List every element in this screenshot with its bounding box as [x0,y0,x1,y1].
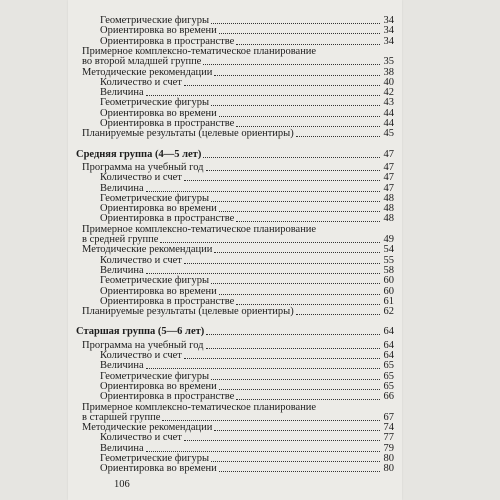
toc-entry-page: 48 [383,192,394,204]
toc-entry-label: Ориентировка в пространстве [100,391,235,403]
toc-entry-label: Методические рекомендации [82,244,213,256]
toc-entry [68,464,394,474]
toc-entry-page: 44 [383,118,394,129]
toc-entry-label: Средняя группа (4—5 лет) [76,148,202,160]
toc-entry-page: 38 [383,66,394,78]
dot-leader [219,292,380,295]
dot-leader [146,366,380,369]
dot-leader [184,261,380,264]
dot-leader [184,438,380,441]
toc-entry-label: Геометрические фигуры [100,453,210,464]
toc-section-heading [68,150,394,160]
dot-leader [211,21,380,24]
dot-leader [206,346,381,349]
toc-entry-page: 40 [383,76,394,88]
toc-entry [68,433,394,443]
page-number: 106 [114,479,130,490]
toc-entry-label: Программа на учебный год [82,161,204,173]
toc-entry-page: 47 [383,172,394,184]
toc-entry-label: Величина [100,182,144,194]
toc-entry-page: 35 [383,56,394,68]
toc-entry-label: Геометрические фигуры [100,97,210,109]
dot-leader [146,449,380,452]
toc-entry-label: Ориентировка во времени [100,285,217,297]
table-of-contents [68,0,402,500]
toc-entry-page: 64 [383,350,394,361]
toc-entry-label: Количество и счет [100,76,182,88]
toc-entry-page: 79 [383,442,394,454]
toc-entry-page: 65 [383,370,394,382]
toc-entry [68,361,394,371]
toc-entry [68,276,394,286]
dot-leader [184,83,380,86]
dot-leader [211,459,380,462]
book-page [68,0,402,500]
toc-entry-label: Ориентировка во времени [100,203,217,215]
dot-leader [214,428,380,431]
toc-entry [68,403,394,413]
dot-leader [236,124,380,127]
toc-entry-page: 44 [383,107,394,119]
toc-entry-label: Ориентировка во времени [100,107,217,119]
dot-leader [211,377,380,380]
dot-leader [184,356,380,359]
toc-entry-label: Ориентировка в пространстве [100,213,235,225]
toc-entry-page: 49 [383,234,394,245]
toc-entry-label: Ориентировка во времени [100,380,217,392]
toc-entry [68,68,394,78]
dot-leader [211,199,380,202]
toc-entry-label: Количество и счет [100,432,182,444]
dot-leader [318,53,380,55]
toc-entry [68,392,394,402]
toc-entry-page: 45 [383,128,394,140]
toc-entry [68,98,394,108]
toc-entry-label: в средней группе [82,234,159,245]
toc-entry-label: Геометрические фигуры [100,192,210,204]
toc-entry [68,173,394,183]
toc-entry-label: Количество и счет [100,172,182,184]
dot-leader [236,42,380,45]
dot-leader [318,231,380,233]
dot-leader [146,189,380,192]
toc-entry-label: в старшей группе [82,411,161,423]
toc-entry-label: Количество и счет [100,254,182,266]
toc-entry [68,287,394,297]
toc-entry-page: 60 [383,275,394,287]
toc-entry-page: 47 [383,161,394,173]
dot-leader [211,103,380,106]
toc-entry-label: Планируемые результаты (целевые ориентиры) [82,128,294,140]
toc-entry-label: Примерное комплексно-тематическое планирование [82,45,317,57]
toc-entry [68,307,394,317]
toc-entry-page: 47 [383,182,394,194]
toc-entry-page: 43 [383,97,394,109]
toc-entry-label: Величина [100,442,144,454]
toc-entry-page: 61 [383,295,394,307]
dot-leader [214,250,380,253]
toc-entry-page: 64 [383,326,394,338]
dot-leader [296,134,380,137]
toc-entry-page: 48 [383,203,394,215]
dot-leader [162,418,380,421]
toc-entry-page: 65 [383,380,394,392]
toc-entry-page: 34 [383,35,394,47]
toc-entry-label: Примерное комплексно-тематическое планирование [82,401,317,413]
toc-entry-label: Программа на учебный год [82,339,204,351]
toc-entry-page: 55 [383,254,394,266]
toc-entry-page: 42 [383,87,394,99]
toc-entry-label: Методические рекомендации [82,422,213,434]
dot-leader [206,168,381,171]
toc-entry-label: Величина [100,360,144,372]
toc-entry [68,245,394,255]
toc-entry-label: Ориентировка в пространстве [100,295,235,307]
dot-leader [146,271,380,274]
toc-entry [68,26,394,36]
toc-entry-page: 67 [383,411,394,423]
dot-leader [219,469,380,472]
toc-section-heading [68,327,394,337]
toc-entry-page: 58 [383,264,394,276]
dot-leader [203,155,380,158]
dot-leader [146,93,380,96]
toc-entry-label: Методические рекомендации [82,66,213,78]
toc-entry-page: 48 [383,213,394,225]
toc-entry-page: 34 [383,25,394,37]
toc-entry-page: 77 [383,432,394,444]
dot-leader [203,62,380,65]
toc-entry-label: Ориентировка во времени [100,25,217,37]
dot-leader [184,178,380,181]
toc-entry-page: 66 [383,391,394,403]
dot-leader [219,209,380,212]
toc-entry-label: Величина [100,87,144,99]
toc-entry-label: Старшая группа (5—6 лет) [76,326,205,338]
toc-entry-label: Ориентировка в пространстве [100,118,235,129]
toc-entry-page: 65 [383,360,394,372]
dot-leader [296,312,380,315]
toc-entry-label: Ориентировка во времени [100,463,217,475]
toc-entry-page: 80 [383,463,394,475]
dot-leader [236,397,380,400]
toc-entry-page: 62 [383,306,394,318]
toc-entry-page: 34 [383,15,394,26]
dot-leader [236,302,380,305]
dot-leader [160,240,380,243]
toc-entry-label: Примерное комплексно-тематическое планирование [82,223,317,235]
dot-leader [236,219,380,222]
toc-entry [68,184,394,194]
toc-entry-page: 74 [383,422,394,434]
toc-entry-page: 54 [383,244,394,256]
toc-entry [68,214,394,224]
toc-entry-page: 80 [383,453,394,464]
dot-leader [206,332,380,335]
toc-entry-label: Геометрические фигуры [100,15,210,26]
toc-entry-label: во второй младшей группе [82,56,202,68]
toc-entry-label: Геометрические фигуры [100,275,210,287]
toc-entry-label: Ориентировка в пространстве [100,35,235,47]
dot-leader [318,409,380,411]
toc-entry [68,57,394,67]
dot-leader [219,31,380,34]
dot-leader [219,387,380,390]
toc-entry-label: Количество и счет [100,350,182,361]
toc-entry-label: Величина [100,264,144,276]
toc-entry-page: 47 [383,148,394,160]
dot-leader [211,281,380,284]
toc-entry-page: 60 [383,285,394,297]
dot-leader [219,114,380,117]
toc-entry-label: Планируемые результаты (целевые ориентиры) [82,306,294,318]
dot-leader [214,73,380,76]
toc-entry-page: 64 [383,339,394,351]
toc-entry-label: Геометрические фигуры [100,370,210,382]
toc-entry [68,129,394,139]
